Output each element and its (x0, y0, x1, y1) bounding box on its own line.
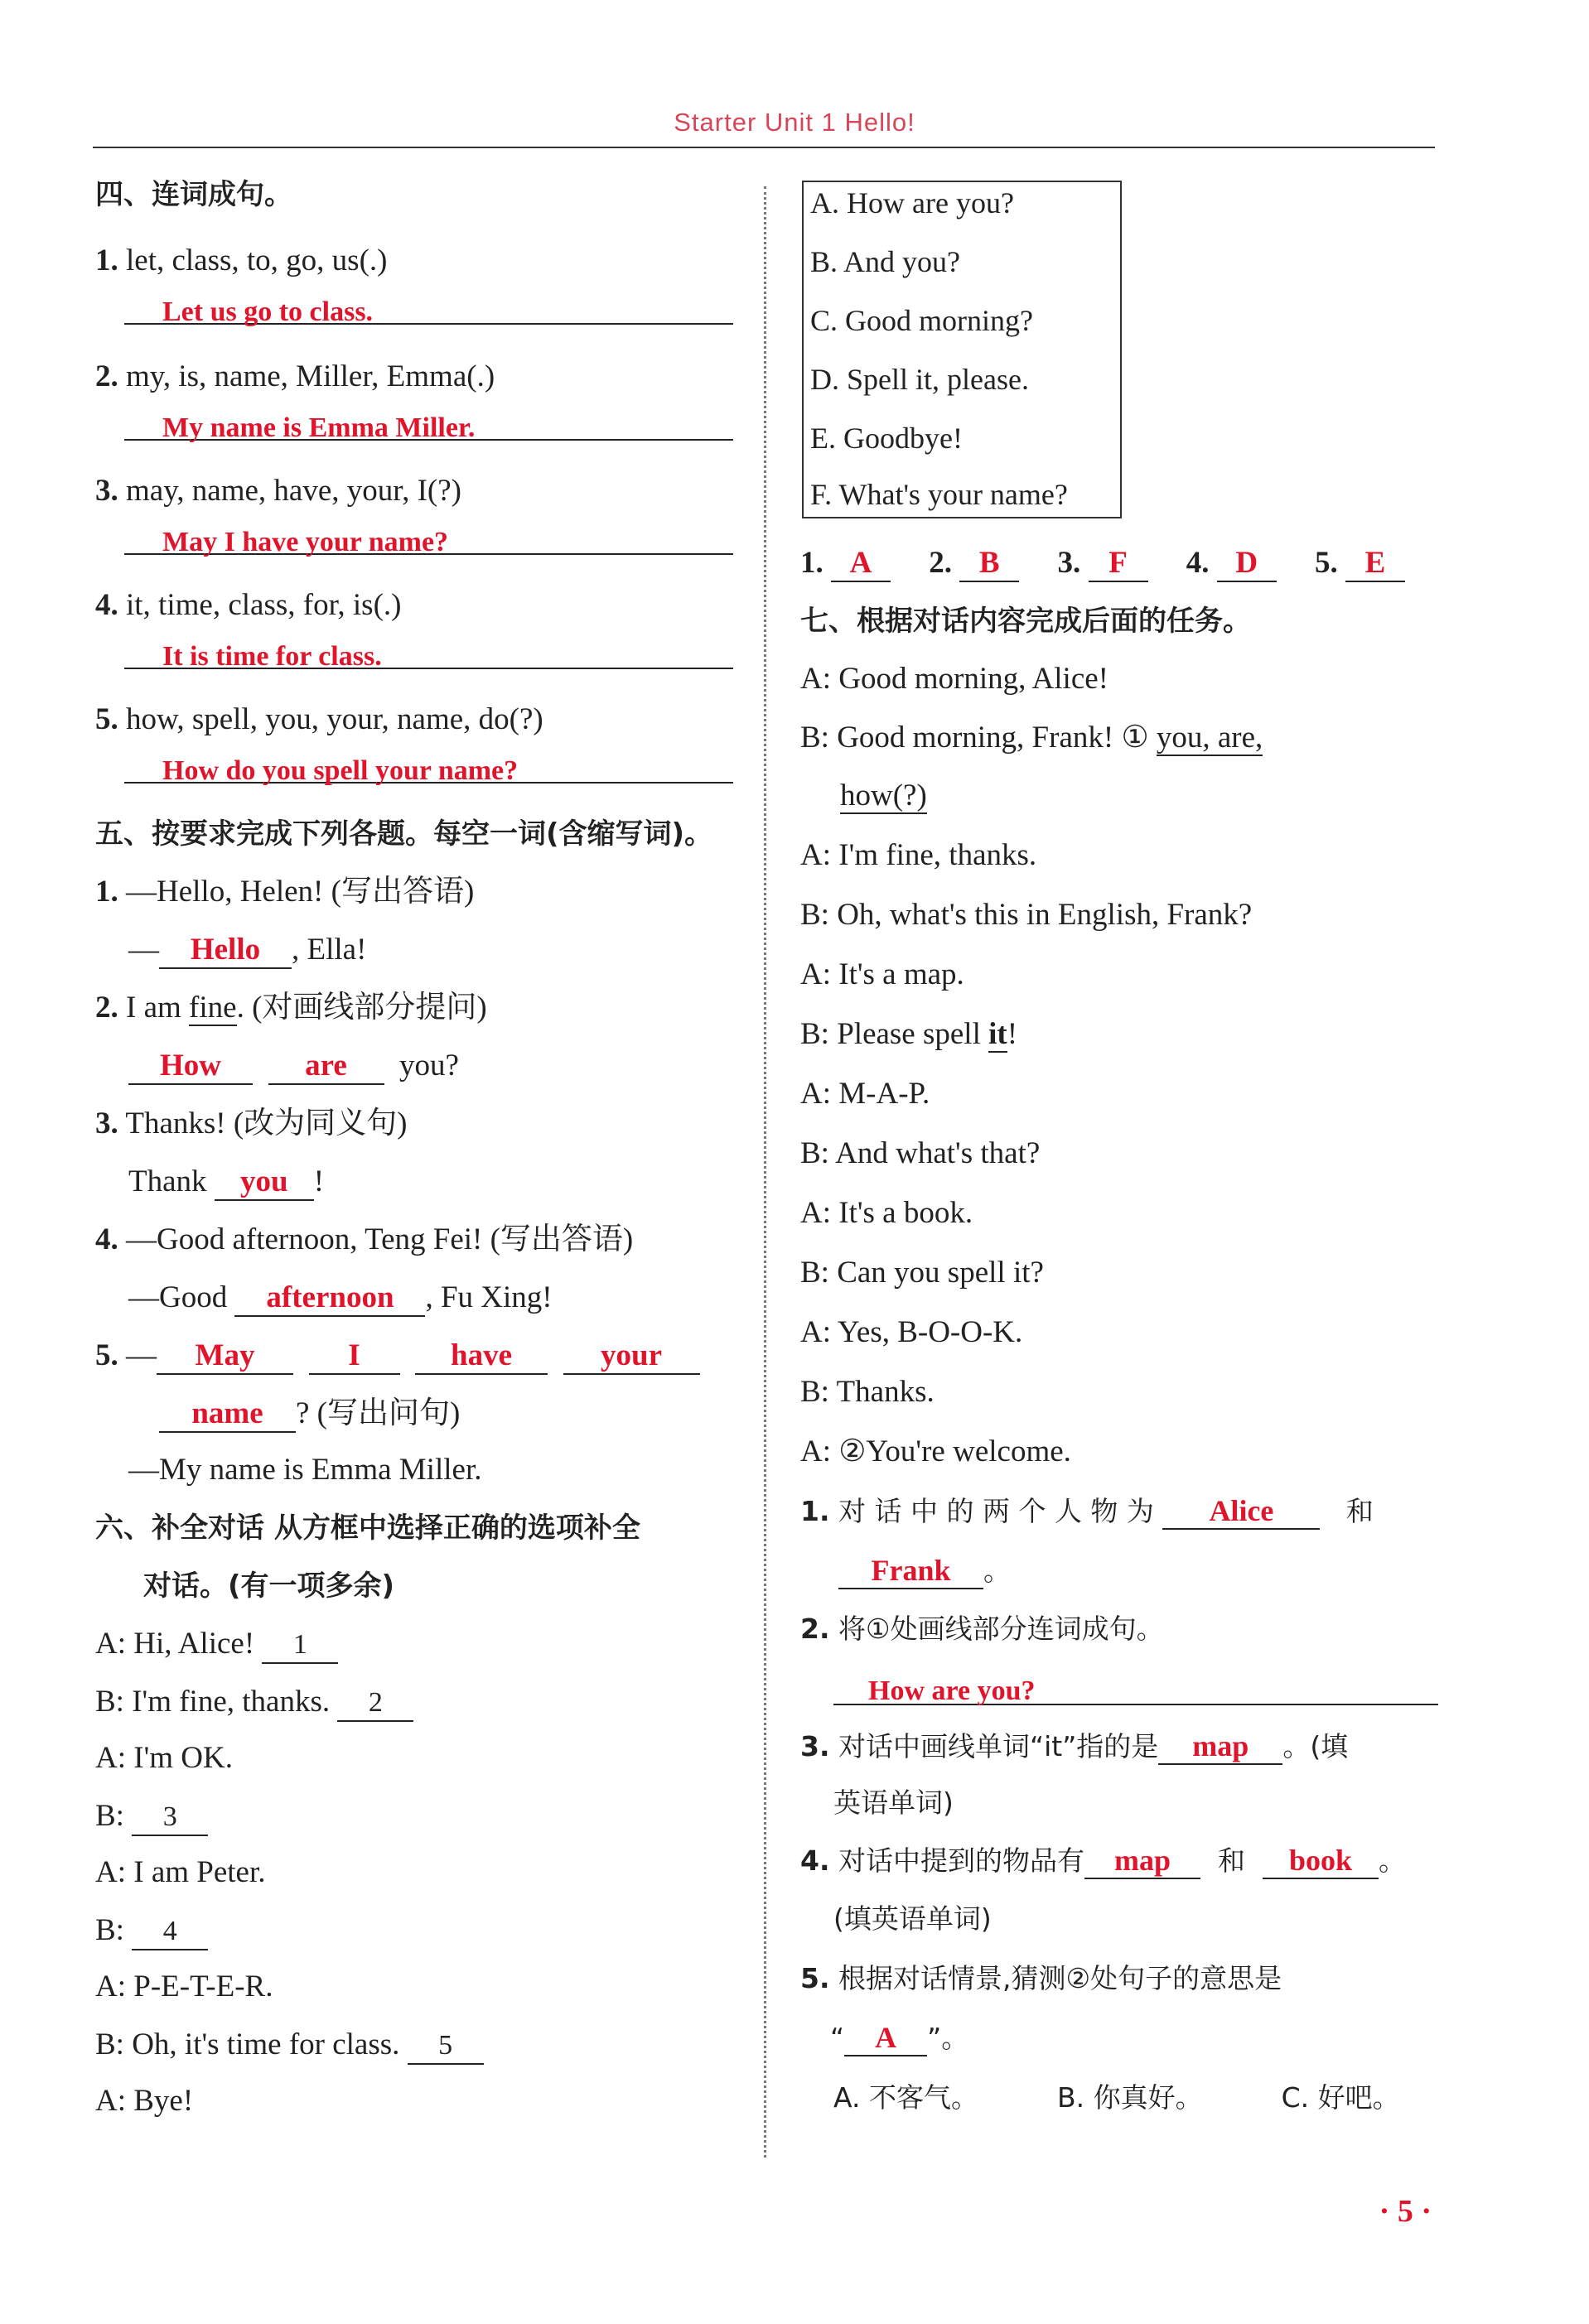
dialog6-line: B: 3 (95, 1796, 208, 1837)
q5-4-answer: —Good afternoon , Fu Xing! (128, 1277, 553, 1319)
dialog6-line: A: Bye! (95, 2084, 194, 2118)
section-5-title: 五、按要求完成下列各题。每空一词(含缩写词)。 (95, 817, 713, 851)
page-header: Starter Unit 1 Hello! (674, 108, 915, 137)
q5-4-prompt: 4. —Good afternoon, Teng Fei! (写出答语) (95, 1222, 634, 1256)
q5-1-prompt: 1. —Hello, Helen! (写出答语) (95, 875, 475, 909)
task-5-options: A. 不客气。 B. 你真好。 C. 好吧。 (833, 2081, 1400, 2114)
dialog6-line: B: I'm fine, thanks. 2 (95, 1681, 413, 1723)
column-divider (764, 186, 766, 2158)
dialog7-line: B: Thanks. (800, 1375, 935, 1409)
q4-4-answer-line: It is time for class. (124, 634, 733, 669)
q5-5-reply: —My name is Emma Miller. (128, 1453, 482, 1487)
q4-5-words: 5. how, spell, you, your, name, do(?) (95, 702, 543, 736)
q5-5-answer-cont: name ? (写出问句) (159, 1393, 460, 1434)
dialog6-line: A: P-E-T-E-R. (95, 1970, 273, 2003)
page-number: · 5 · (1379, 2194, 1432, 2229)
task-1: 1. 对 话 中 的 两 个 人 物 为 Alice 和 (800, 1491, 1374, 1532)
dialog7-line: A: Good morning, Alice! (800, 662, 1109, 696)
q5-2-answer: How are you? (128, 1045, 459, 1087)
q4-3-answer-line: May I have your name? (124, 520, 733, 555)
section-6-title-cont: 对话。(有一项多余) (143, 1569, 395, 1603)
task-5: 5. 根据对话情景,猜测②处句子的意思是 (800, 1962, 1282, 1994)
q4-2-answer-line: My name is Emma Miller. (124, 406, 733, 441)
dialog7-line: A: It's a map. (800, 957, 964, 991)
dialog7-line: B: Oh, what's this in English, Frank? (800, 898, 1253, 932)
option-f: F. What's your name? (810, 478, 1068, 511)
dialog7-line: A: I'm fine, thanks. (800, 838, 1037, 872)
q5-3-answer: Thank you ! (128, 1161, 324, 1203)
q4-4-words: 4. it, time, class, for, is(.) (95, 588, 402, 622)
left-column (0, 0, 762, 2324)
dialog7-line: how(?) (840, 779, 927, 812)
option-c: C. Good morning? (810, 304, 1033, 337)
option-d: D. Spell it, please. (810, 363, 1029, 396)
task-4-cont: (填英语单词) (833, 1902, 992, 1935)
dialog7-line: A: Yes, B-O-O-K. (800, 1315, 1023, 1349)
dialog7-line: B: Good morning, Frank! ① you, are, (800, 721, 1263, 755)
section-6-answers: 1. A 2. B 3. F 4. D 5. E (800, 542, 1405, 584)
q5-3-prompt: 3. Thanks! (改为同义句) (95, 1107, 408, 1140)
dialog6-line: A: Hi, Alice! 1 (95, 1623, 338, 1665)
task-5-answer: “ A ”。 (830, 2018, 968, 2059)
right-column (800, 0, 1447, 2324)
dialog6-line: B: 4 (95, 1910, 208, 1951)
q4-5-answer-line: How do you spell your name? (124, 749, 733, 784)
task-2-answer-line: How are you? (833, 1669, 1438, 1705)
q4-3-words: 3. may, name, have, your, I(?) (95, 474, 461, 508)
task-3-cont: 英语单词) (833, 1786, 954, 1819)
option-b: B. And you? (810, 245, 961, 278)
task-3: 3. 对话中画线单词“it”指的是 map 。(填 (800, 1726, 1348, 1767)
option-e: E. Goodbye! (810, 422, 963, 455)
dialog7-line: B: Please spell it! (800, 1017, 1018, 1051)
q5-2-prompt: 2. I am fine. (对画线部分提问) (95, 991, 487, 1025)
dialog6-line: B: Oh, it's time for class. 5 (95, 2024, 484, 2066)
q5-5-answer: 5. — May I have your (95, 1335, 700, 1377)
dialog6-line: A: I am Peter. (95, 1855, 266, 1889)
section-6-title: 六、补全对话 从方框中选择正确的选项补全 (95, 1512, 640, 1545)
section-4-title: 四、连词成句。 (95, 178, 292, 211)
dialog7-line: B: Can you spell it? (800, 1256, 1044, 1290)
q5-1-answer: — Hello , Ella! (128, 929, 366, 971)
q4-1-answer-line: Let us go to class. (124, 290, 733, 325)
task-2: 2. 将①处画线部分连词成句。 (800, 1613, 1164, 1645)
option-a: A. How are you? (810, 186, 1014, 219)
q4-1-words: 1. let, class, to, go, us(.) (95, 243, 388, 277)
dialog7-line: B: And what's that? (800, 1136, 1041, 1170)
dialog7-line: A: ②You're welcome. (800, 1434, 1071, 1468)
task-1-cont: Frank 。 (838, 1550, 1011, 1592)
q4-2-words: 2. my, is, name, Miller, Emma(.) (95, 359, 495, 393)
section-7-title: 七、根据对话内容完成后面的任务。 (800, 605, 1251, 638)
dialog7-line: A: It's a book. (800, 1196, 973, 1230)
dialog6-line: A: I'm OK. (95, 1741, 233, 1775)
task-4: 4. 对话中提到的物品有 map 和 book 。 (800, 1840, 1406, 1882)
dialog7-line: A: M-A-P. (800, 1077, 930, 1111)
